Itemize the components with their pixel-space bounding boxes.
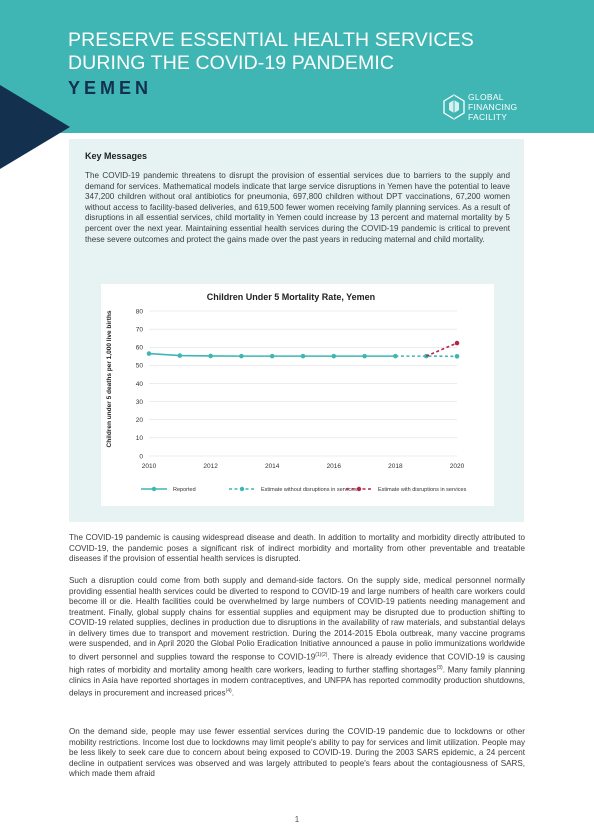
series-line: [426, 343, 457, 356]
gff-logo-text: [468, 92, 517, 122]
y-tick-label: 10: [135, 435, 143, 443]
reference-1-2: (1)(2): [315, 651, 328, 658]
logo-line-2: FINANCING: [468, 102, 518, 112]
data-point: [301, 354, 306, 359]
data-point: [239, 354, 244, 359]
key-messages-heading: Key Messages: [85, 151, 148, 161]
key-messages-text: The COVID-19 pandemic threatens to disrupt the provision of essential services due to barriers to the supply and demand for services. Mathematical models indicate that large service disruptions in Yemen have the potential to leave 347,200 children without oral antibiotics for pneumonia, 697,800 children without DPT vaccinations, 67,200 women without access to facility-based deliveries, and 619,500 fewer women receiving family planning services. As a result of disruptions in all essential services, child mortality in Yemen could increase by 13 percent and maternal mortality by 5 percent over the next year. Maintaining essential health services during the COVID-19 pandemic is critical to prevent these severe outcomes and protect the gains made over the past years in reducing maternal and child mortality.: [85, 171, 510, 244]
u5-mortality-chart: [101, 284, 494, 506]
data-point: [332, 354, 337, 359]
x-tick-label: 2016: [326, 463, 342, 470]
y-tick-label: 20: [135, 417, 143, 425]
data-point: [208, 354, 213, 359]
logo-line-3: FACILITY: [468, 112, 508, 122]
paragraph-2-part-b: . There is already evidence that COVID-19 is causing high rates of morbidity and mortality among health care workers, leading to further staffing shortages: [69, 652, 525, 675]
x-tick-label: 2014: [264, 463, 280, 470]
y-tick-label: 80: [135, 308, 143, 316]
legend-label: Reported: [173, 487, 196, 493]
gff-logo-mark-icon: [442, 94, 466, 120]
navy-triangle-decoration: [0, 85, 70, 169]
chart-series: [147, 341, 460, 359]
paragraph-2: [69, 576, 525, 700]
gff-logo: [442, 90, 562, 126]
page-title: [68, 29, 474, 75]
paragraph-2-part-d: .: [231, 689, 234, 699]
y-tick-label: 50: [135, 362, 143, 370]
key-messages-box: [69, 139, 524, 522]
series-0: [147, 351, 398, 358]
chart-legend: [141, 487, 467, 493]
chart-title: Children Under 5 Mortality Rate, Yemen: [206, 292, 376, 302]
paragraph-1: The COVID-19 pandemic is causing widespread disease and death. In addition to mortality and morbidity directly attributed to COVID-19, the pandemic poses a significant risk of indirect morbidity and mortality from other preventable and treatable diseases if the provision of essential health services is disrupted.: [69, 533, 525, 563]
data-point: [455, 341, 460, 346]
y-tick-label: 40: [135, 380, 143, 388]
x-tick-label: 2010: [141, 463, 157, 470]
series-2: [426, 341, 459, 356]
logo-line-1: GLOBAL: [468, 92, 504, 102]
legend-label: Estimate without disruptions in services: [261, 487, 357, 493]
paragraph-2-part-a: Such a disruption could come from both supply and demand-side factors. On the supply side, medical personnel normally providing essential health services could be diverted to respond to COVID-19 and large numbers of health care workers could become ill or die. Health facilities could be overwhelmed by large numbers of COVID-19 patients needing management and treatment. Finally, global supply chains for essential supplies and equipment may be disrupted due to production shifting to COVID-19 related supplies, declines in production due to disruptions in the availability of raw materials, and substantial delays in delivery times due to transport and movement restriction. During the 2014-2015 Ebola outbreak, many vaccine programs were suspended, and in April 2020 the Global Polio Eradication Initiative announced a pause in polio immunizations worldwide to divert personnel and supplies toward the response to COVID-19: [69, 576, 525, 662]
y-tick-label: 70: [135, 326, 143, 334]
legend-marker: [357, 487, 361, 491]
paragraph-3: On the demand side, people may use fewer essential services during the COVID-19 pandemic due to lockdowns or other mobility restrictions. Income lost due to lockdowns may limit people's ability to pay for services and limit utilization. People may be less likely to seek care due to concern about being exposed to COVID-19. During the 2003 SARS epidemic, a 24 percent decline in outpatient services was observed and was largely attributed to people's fears about the contagiousness of SARS, which made them afraid: [69, 727, 525, 778]
data-point: [270, 354, 275, 359]
title-line-1: PRESERVE ESSENTIAL HEALTH SERVICES: [68, 29, 474, 51]
y-tick-label: 60: [135, 344, 143, 352]
chart-gridlines: [149, 311, 457, 456]
chart-svg: [101, 284, 494, 506]
chart-x-ticks: [142, 463, 465, 470]
chart-y-ticks: [136, 308, 144, 460]
x-tick-label: 2012: [203, 463, 218, 470]
legend-label: Estimate with disruptions in services: [378, 487, 467, 493]
chart-y-axis-label: Children under 5 deaths per 1,000 live births: [106, 310, 113, 448]
reference-3: (3): [436, 664, 443, 671]
paragraph-2-part-c: . Many family planning clinics in Asia have reported shortages in modern contraceptives, and UNFPA has reported commodity production shutdowns, delays in procurement and increased prices: [69, 665, 525, 699]
y-tick-label: 30: [135, 398, 143, 406]
data-point: [362, 354, 367, 359]
data-point: [178, 353, 183, 358]
data-point: [455, 354, 460, 359]
data-point: [147, 351, 152, 356]
reference-4: (4): [225, 688, 232, 695]
page-number: 1: [294, 815, 300, 824]
y-tick-label: 0: [139, 453, 143, 461]
title-line-2: DURING THE COVID-19 PANDEMIC: [68, 52, 395, 74]
country-name: YEMEN: [68, 78, 153, 98]
x-tick-label: 2018: [388, 463, 403, 470]
header-banner: [0, 0, 594, 133]
legend-marker: [240, 487, 244, 491]
x-tick-label: 2020: [449, 463, 465, 470]
legend-marker: [152, 487, 156, 491]
